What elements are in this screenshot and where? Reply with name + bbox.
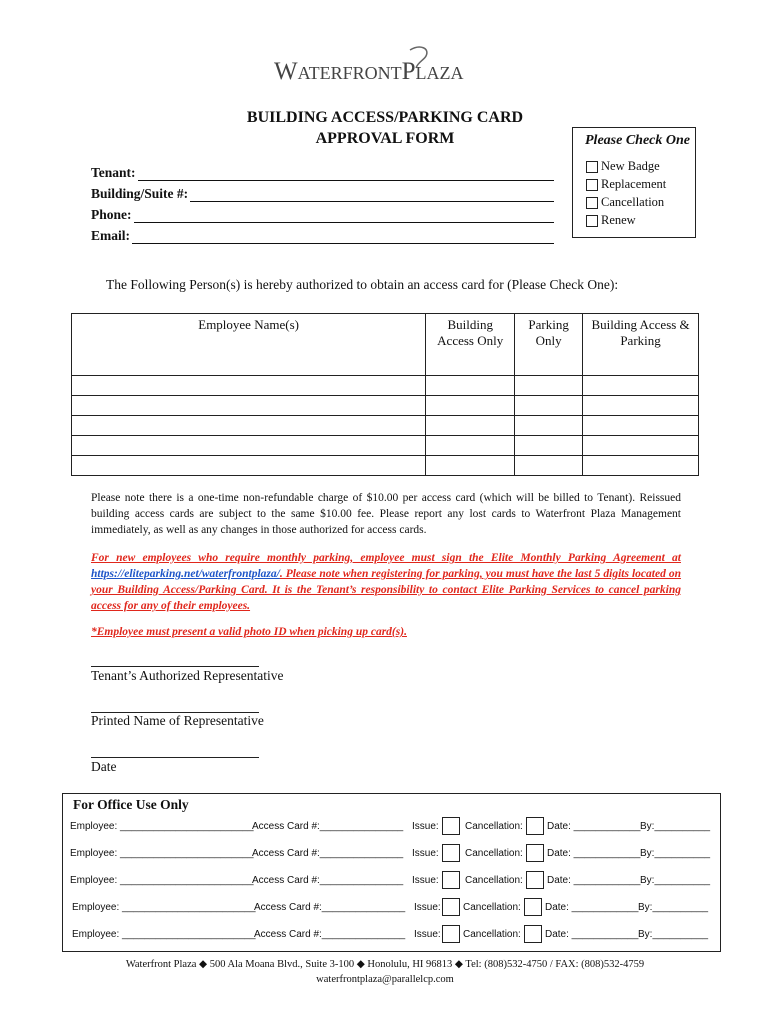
parking-only-cell[interactable] [515, 456, 583, 476]
fee-notice: Please note there is a one-time non-refundable charge of $10.00 per access card (which will be billed to Tenant). Reissued building access cards are subject to the same $10.00 fee. Please report any lost cards to Waterfront Plaza Management immediately, as well as any changes in those authorized for access cards. [91, 492, 681, 536]
email-line [132, 231, 554, 244]
office-cancellation-label: Cancellation: [465, 848, 523, 859]
replacement-checkbox[interactable] [586, 179, 598, 191]
office-access-card[interactable]: Access Card #:_______________ [252, 875, 404, 886]
cancellation-checkbox[interactable] [526, 817, 544, 835]
office-access-card[interactable]: Access Card #:_______________ [252, 848, 404, 859]
office-date[interactable]: Date: ____________ [547, 821, 641, 832]
issue-checkbox[interactable] [442, 898, 460, 916]
parking-notice [91, 550, 681, 614]
employee-table-header [72, 314, 699, 376]
email-field[interactable] [91, 226, 554, 244]
employee-name-cell[interactable] [72, 456, 426, 476]
office-employee[interactable]: Employee: ________________________ [72, 902, 256, 913]
header-building-access: Building Access Only [426, 314, 515, 376]
photo-id-notice: *Employee must present a valid photo ID when picking up card(s). [91, 626, 407, 638]
parking-only-cell[interactable] [515, 396, 583, 416]
office-issue-label: Issue: [412, 875, 439, 886]
building-parking-cell[interactable] [583, 416, 699, 436]
office-row [70, 871, 715, 891]
footer-address: Waterfront Plaza ◆ 500 Ala Moana Blvd., Suite 3-100 ◆ Honolulu, HI 96813 ◆ Tel: (808)532-4750 / FAX: (808)532-4759 [125, 959, 645, 970]
issue-checkbox[interactable] [442, 871, 460, 889]
email-label: Email: [91, 228, 130, 243]
footer-email: waterfrontplaza@parallelcp.com [316, 974, 454, 985]
renew-checkbox[interactable] [586, 215, 598, 227]
parking-only-cell[interactable] [515, 436, 583, 456]
authorization-intro: The Following Person(s) is hereby authorized to obtain an access card for (Please Check One): [106, 277, 619, 292]
office-by[interactable]: By:__________ [638, 929, 709, 940]
employee-name-cell[interactable] [72, 396, 426, 416]
building-suite-label: Building/Suite #: [91, 186, 189, 201]
phone-label: Phone: [91, 207, 132, 222]
office-date[interactable]: Date: ____________ [547, 848, 641, 859]
building-access-cell[interactable] [426, 416, 515, 436]
building-parking-cell[interactable] [583, 396, 699, 416]
logo-wordmark: WaterfrontPlaza [274, 58, 464, 85]
parking-notice-text-1: For new employees who require monthly parking, employee must sign the Elite Monthly Parking Agreement at [91, 552, 681, 564]
office-date[interactable]: Date: ____________ [545, 902, 639, 913]
employee-name-cell[interactable] [72, 416, 426, 436]
employee-name-cell[interactable] [72, 436, 426, 456]
office-row [72, 898, 717, 918]
office-employee[interactable]: Employee: ________________________ [70, 821, 254, 832]
office-issue-label: Issue: [414, 929, 441, 940]
phone-line [134, 210, 555, 223]
employee-name-cell[interactable] [72, 376, 426, 396]
option-replacement[interactable] [586, 177, 666, 192]
office-issue-label: Issue: [412, 821, 439, 832]
office-by[interactable]: By:__________ [640, 875, 711, 886]
check-one-title: Please Check One [585, 133, 690, 148]
rep-signature-line[interactable] [91, 665, 259, 667]
form-title-line1: BUILDING ACCESS/PARKING CARD [246, 109, 524, 126]
office-by[interactable]: By:__________ [640, 821, 711, 832]
new-badge-label: New Badge [601, 159, 660, 173]
parking-only-cell[interactable] [515, 376, 583, 396]
replacement-label: Replacement [601, 177, 667, 191]
table-row[interactable] [72, 376, 699, 396]
header-employee-names: Employee Name(s) [72, 314, 426, 376]
office-cancellation-label: Cancellation: [463, 902, 521, 913]
cancellation-checkbox[interactable] [524, 898, 542, 916]
date-label: Date [91, 759, 117, 774]
employee-table [71, 313, 699, 476]
option-renew[interactable] [586, 213, 636, 228]
parking-only-cell[interactable] [515, 416, 583, 436]
office-issue-label: Issue: [412, 848, 439, 859]
issue-checkbox[interactable] [442, 817, 460, 835]
building-parking-cell[interactable] [583, 436, 699, 456]
office-cancellation-label: Cancellation: [463, 929, 521, 940]
office-cancellation-label: Cancellation: [465, 821, 523, 832]
tenant-line [138, 168, 554, 181]
office-date[interactable]: Date: ____________ [547, 875, 641, 886]
office-employee[interactable]: Employee: ________________________ [70, 848, 254, 859]
phone-field[interactable] [91, 205, 554, 223]
building-access-cell[interactable] [426, 436, 515, 456]
date-line[interactable] [91, 756, 259, 758]
cancellation-label: Cancellation [601, 195, 665, 209]
rep-signature-label: Tenant’s Authorized Representative [91, 668, 284, 683]
building-parking-cell[interactable] [583, 456, 699, 476]
office-use-title: For Office Use Only [73, 797, 189, 812]
table-row[interactable] [72, 416, 699, 436]
table-row[interactable] [72, 436, 699, 456]
tenant-label: Tenant: [91, 165, 136, 180]
building-access-cell[interactable] [426, 396, 515, 416]
office-row [72, 925, 717, 945]
issue-checkbox[interactable] [442, 844, 460, 862]
office-cancellation-label: Cancellation: [465, 875, 523, 886]
cancellation-checkbox[interactable] [586, 197, 598, 209]
building-access-cell[interactable] [426, 376, 515, 396]
building-suite-line [190, 189, 554, 202]
office-employee[interactable]: Employee: ________________________ [70, 875, 254, 886]
office-by[interactable]: By:__________ [640, 848, 711, 859]
option-new-badge[interactable] [586, 159, 660, 174]
elite-parking-link[interactable]: https://eliteparking.net/waterfrontplaza/ [91, 568, 280, 580]
building-access-cell[interactable] [426, 456, 515, 476]
header-parking-only: Parking Only [515, 314, 583, 376]
office-employee[interactable]: Employee: ________________________ [72, 929, 256, 940]
office-by[interactable]: By:__________ [638, 902, 709, 913]
tenant-field[interactable] [91, 163, 554, 181]
office-row [70, 844, 715, 864]
form-title-line2: APPROVAL FORM [315, 130, 455, 147]
printed-name-label: Printed Name of Representative [91, 713, 264, 728]
parking-notice-text-2: . Please note when registering for parking, you must have the last 5 digits located on your Building Access/Parking Card. It is the Tenant’s responsibility to contact Elite Parking Services to cancel parking access for any of their employees. [91, 568, 681, 612]
office-access-card[interactable]: Access Card #:_______________ [254, 929, 406, 940]
new-badge-checkbox[interactable] [586, 161, 598, 173]
table-row[interactable] [72, 396, 699, 416]
office-access-card[interactable]: Access Card #:_______________ [252, 821, 404, 832]
building-parking-cell[interactable] [583, 376, 699, 396]
option-cancellation[interactable] [586, 195, 664, 210]
office-issue-label: Issue: [414, 902, 441, 913]
cancellation-checkbox[interactable] [524, 925, 542, 943]
header-building-parking: Building Access & Parking [583, 314, 699, 376]
renew-label: Renew [601, 213, 636, 227]
cancellation-checkbox[interactable] [526, 844, 544, 862]
office-row [70, 817, 715, 837]
office-date[interactable]: Date: ____________ [545, 929, 639, 940]
issue-checkbox[interactable] [442, 925, 460, 943]
table-row[interactable] [72, 456, 699, 476]
building-suite-field[interactable] [91, 184, 554, 202]
office-access-card[interactable]: Access Card #:_______________ [254, 902, 406, 913]
cancellation-checkbox[interactable] [526, 871, 544, 889]
